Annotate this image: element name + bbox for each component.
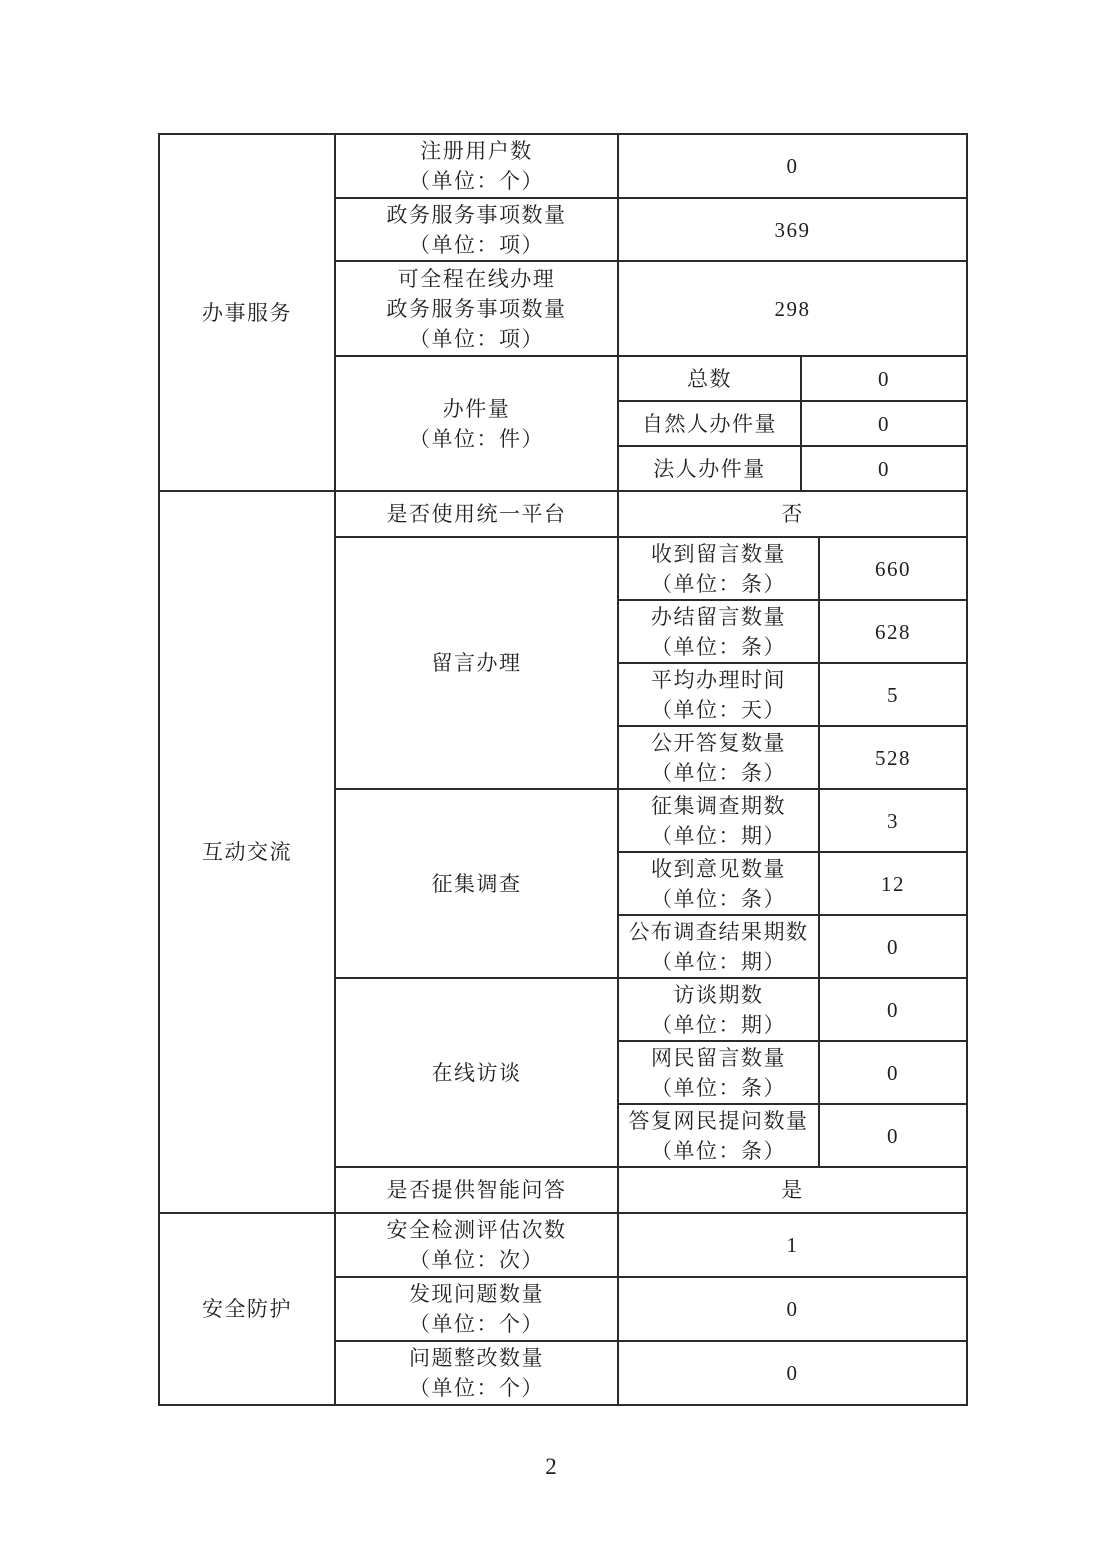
sublabel-interview-issues: 访谈期数 （单位：期） <box>618 978 819 1041</box>
category-label-security: 安全防护 <box>202 1297 292 1321</box>
label-registered-users: 注册用户数 （单位：个） <box>335 134 618 198</box>
sublabel-survey-results-published: 公布调查结果期数 （单位：期） <box>618 915 819 978</box>
value-problems-found: 0 <box>618 1277 967 1341</box>
category-label-service: 办事服务 <box>202 300 292 325</box>
sublabel-netizen-replies: 答复网民提问数量 （单位：条） <box>618 1104 819 1167</box>
value-problems-rectified: 0 <box>618 1341 967 1405</box>
subvalue-messages-completed: 628 <box>819 600 967 663</box>
sublabel-avg-processing-time: 平均办理时间 （单位：天） <box>618 663 819 726</box>
category-cell-security <box>159 1213 335 1405</box>
sublabel-messages-received: 收到留言数量 （单位：条） <box>618 537 819 600</box>
category-cell-interaction <box>159 491 335 1213</box>
sublabel-public-replies: 公开答复数量 （单位：条） <box>618 726 819 789</box>
value-security-assessments: 1 <box>618 1213 967 1277</box>
sublabel-legal-person: 法人办件量 <box>618 446 801 491</box>
subvalue-legal-person: 0 <box>801 446 967 491</box>
group-label-case-volume: 办件量 （单位：件） <box>335 356 618 491</box>
label-service-items: 政务服务事项数量 （单位：项） <box>335 198 618 261</box>
subvalue-survey-results-published: 0 <box>819 915 967 978</box>
subvalue-survey-issues: 3 <box>819 789 967 852</box>
subvalue-total: 0 <box>801 356 967 401</box>
category-label-interaction: 互动交流 <box>202 840 292 864</box>
label-unified-platform: 是否使用统一平台 <box>335 491 618 537</box>
sublabel-survey-issues: 征集调查期数 （单位：期） <box>618 789 819 852</box>
statistics-table <box>158 133 968 1406</box>
value-smart-qa: 是 <box>618 1167 967 1213</box>
subvalue-public-replies: 528 <box>819 726 967 789</box>
group-label-message-handling: 留言办理 <box>335 537 618 789</box>
value-service-items: 369 <box>618 198 967 261</box>
value-online-service-items: 298 <box>618 261 967 356</box>
value-unified-platform: 否 <box>618 491 967 537</box>
label-problems-rectified: 问题整改数量 （单位：个） <box>335 1341 618 1405</box>
label-online-service-items: 可全程在线办理 政务服务事项数量 （单位：项） <box>335 261 618 356</box>
subvalue-netizen-replies: 0 <box>819 1104 967 1167</box>
label-problems-found: 发现问题数量 （单位：个） <box>335 1277 618 1341</box>
category-cell-service <box>159 134 335 491</box>
label-smart-qa: 是否提供智能问答 <box>335 1167 618 1213</box>
subvalue-natural-person: 0 <box>801 401 967 446</box>
value-registered-users: 0 <box>618 134 967 198</box>
label-security-assessments: 安全检测评估次数 （单位：次） <box>335 1213 618 1277</box>
sublabel-messages-completed: 办结留言数量 （单位：条） <box>618 600 819 663</box>
subvalue-interview-issues: 0 <box>819 978 967 1041</box>
sublabel-total: 总数 <box>618 356 801 401</box>
sublabel-netizen-messages: 网民留言数量 （单位：条） <box>618 1041 819 1104</box>
page-number: 2 <box>545 1454 557 1479</box>
sublabel-natural-person: 自然人办件量 <box>618 401 801 446</box>
subvalue-opinions-received: 12 <box>819 852 967 915</box>
subvalue-avg-processing-time: 5 <box>819 663 967 726</box>
group-label-online-interview: 在线访谈 <box>335 978 618 1167</box>
subvalue-messages-received: 660 <box>819 537 967 600</box>
subvalue-netizen-messages: 0 <box>819 1041 967 1104</box>
sublabel-opinions-received: 收到意见数量 （单位：条） <box>618 852 819 915</box>
group-label-survey: 征集调查 <box>335 789 618 978</box>
